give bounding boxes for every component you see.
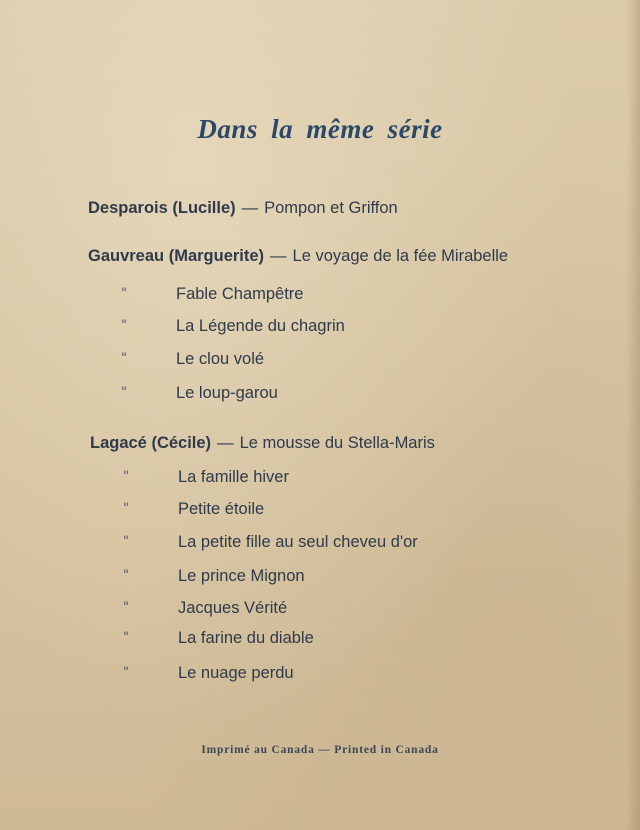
ditto-mark: " bbox=[123, 568, 129, 583]
book-title: La famille hiver bbox=[178, 468, 289, 486]
author-line-lagace bbox=[90, 434, 435, 453]
book-title: Le mousse du Stella-Maris bbox=[239, 434, 435, 452]
book-title: Le prince Mignon bbox=[178, 567, 305, 585]
ditto-mark: " bbox=[123, 665, 129, 680]
book-title: Le nuage perdu bbox=[178, 664, 294, 682]
book-title: Le clou volé bbox=[176, 350, 265, 368]
book-title: Le loup-garou bbox=[176, 384, 278, 402]
book-title: Le voyage de la fée Mirabelle bbox=[292, 247, 509, 265]
ditto-mark: " bbox=[121, 318, 127, 333]
author-line-gauvreau bbox=[88, 247, 508, 266]
author-name: Lagacé (Cécile) bbox=[90, 434, 212, 452]
book-title: La petite fille au seul cheveu d'or bbox=[178, 533, 418, 551]
dash: — bbox=[217, 434, 234, 452]
ditto-mark: " bbox=[121, 385, 127, 400]
author-line-desparois bbox=[88, 199, 398, 218]
ditto-mark: " bbox=[123, 534, 129, 549]
ditto-mark: " bbox=[123, 600, 129, 615]
ditto-mark: " bbox=[123, 501, 129, 516]
page-title: Dans la même série bbox=[197, 114, 443, 144]
book-title: Petite étoile bbox=[178, 500, 265, 518]
printed-in-canada-footer: Imprimé au Canada — Printed in Canada bbox=[201, 744, 439, 756]
book-title: Fable Champêtre bbox=[176, 285, 304, 303]
book-title: La Légende du chagrin bbox=[176, 317, 345, 335]
author-name: Desparois (Lucille) bbox=[88, 199, 236, 217]
book-title: Jacques Vérité bbox=[178, 599, 288, 617]
dash: — bbox=[270, 247, 287, 265]
ditto-mark: " bbox=[121, 286, 127, 301]
book-title: La farine du diable bbox=[178, 629, 314, 647]
book-title: Pompon et Griffon bbox=[264, 199, 398, 217]
dash: — bbox=[241, 199, 259, 217]
ditto-mark: " bbox=[123, 469, 129, 484]
ditto-mark: " bbox=[121, 351, 127, 366]
ditto-mark: " bbox=[123, 630, 129, 645]
author-name: Gauvreau (Marguerite) bbox=[88, 247, 265, 265]
